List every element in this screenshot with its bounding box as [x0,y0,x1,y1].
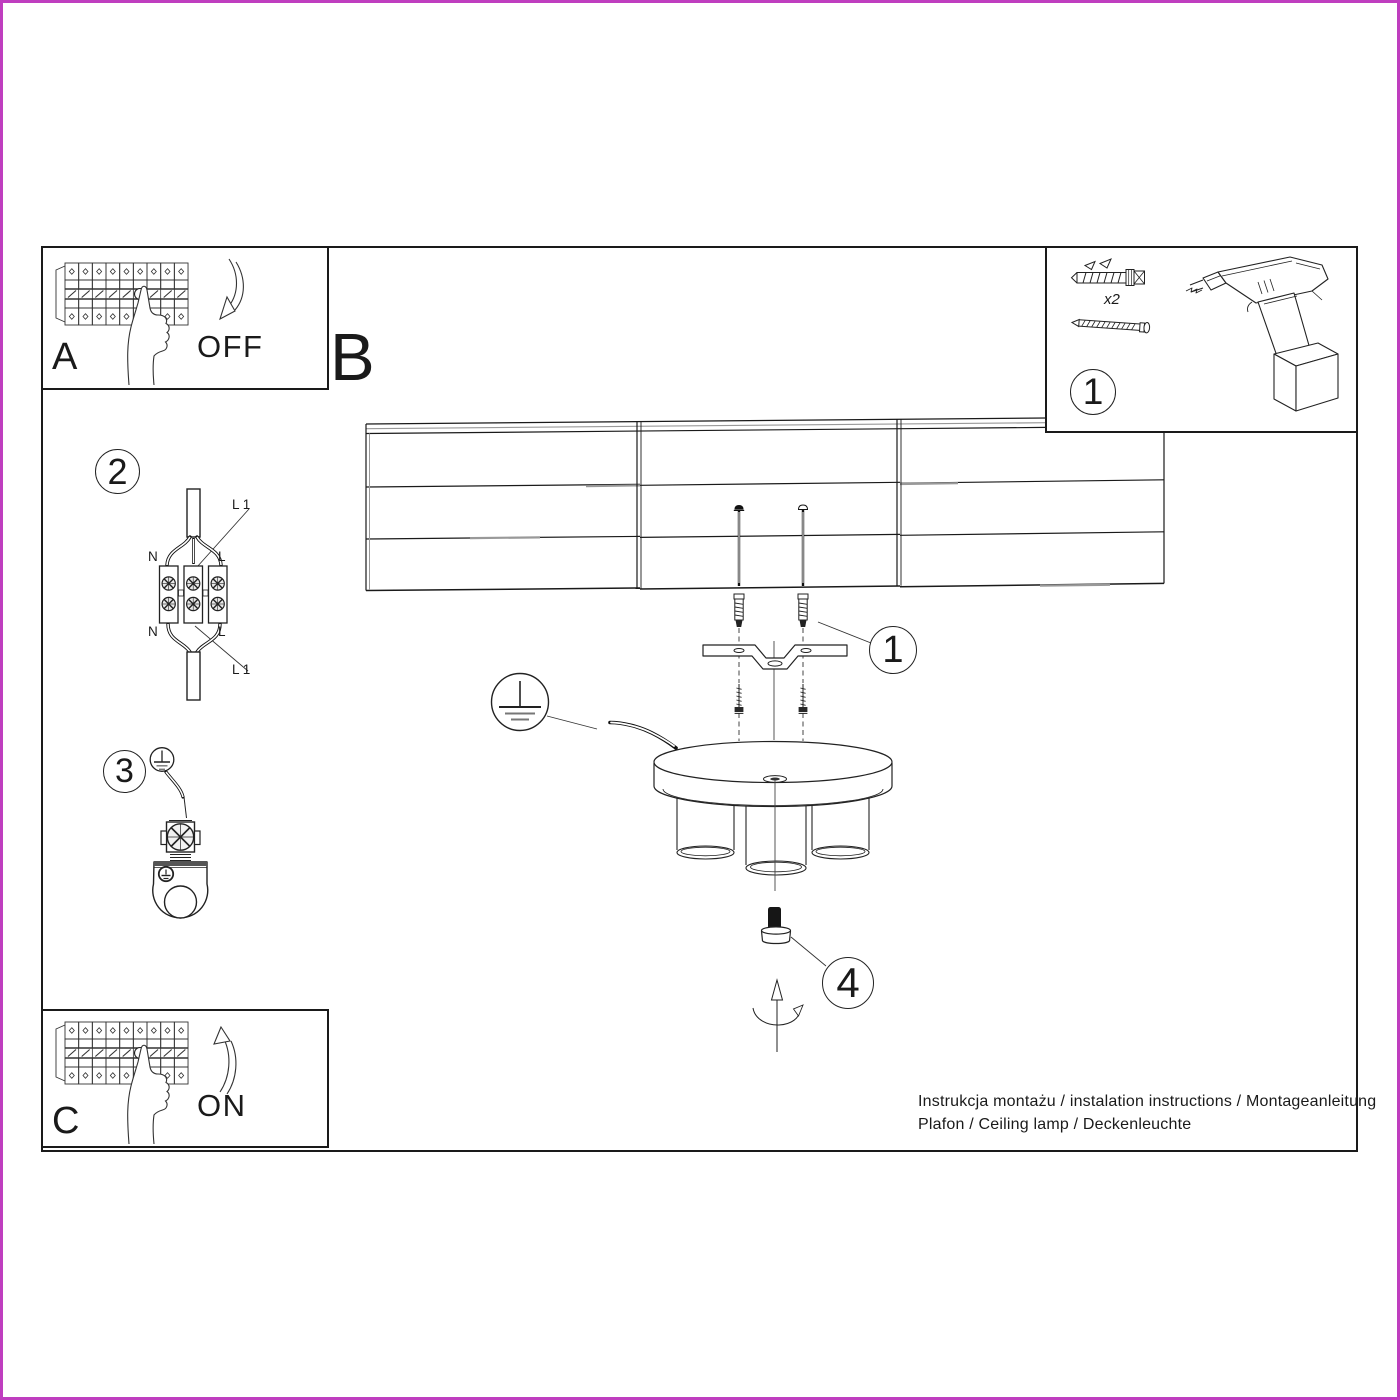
step-circle-fixing-screw [822,957,874,1009]
step-number: 1 [882,628,904,671]
step-number: 2 [107,450,128,492]
step-circle-ground [103,750,146,793]
panel-a-action-label: OFF [197,329,264,364]
step-circle-tools [1070,369,1116,415]
footer-product-line: Plafon / Ceiling lamp / Deckenleuchte [918,1116,1192,1133]
step-number: 4 [836,959,860,1006]
terminal-label-n-bottom: N [148,624,158,639]
section-b-letter: B [330,320,375,395]
panel-c-letter: C [52,1100,80,1142]
step-number: 3 [115,752,134,790]
step-number: 1 [1082,371,1104,412]
hardware-quantity-label: x2 [1104,291,1120,308]
wire-label-l1-top: L 1 [232,497,251,512]
terminal-label-l-bottom: L [218,624,226,639]
panel-c-frame [41,1009,329,1148]
panel-a-frame [41,246,329,390]
wire-label-l1-bottom: L 1 [232,662,251,677]
terminal-label-n-top: N [148,549,158,564]
step-circle-bracket [869,626,917,674]
step-circle-wiring [95,449,140,494]
panel-c-action-label: ON [197,1088,247,1123]
terminal-label-l-top: L [218,549,226,564]
panel-a-letter: A [52,336,78,378]
footer-title-line: Instrukcja montażu / instalation instructions / Montageanleitung [918,1093,1377,1110]
